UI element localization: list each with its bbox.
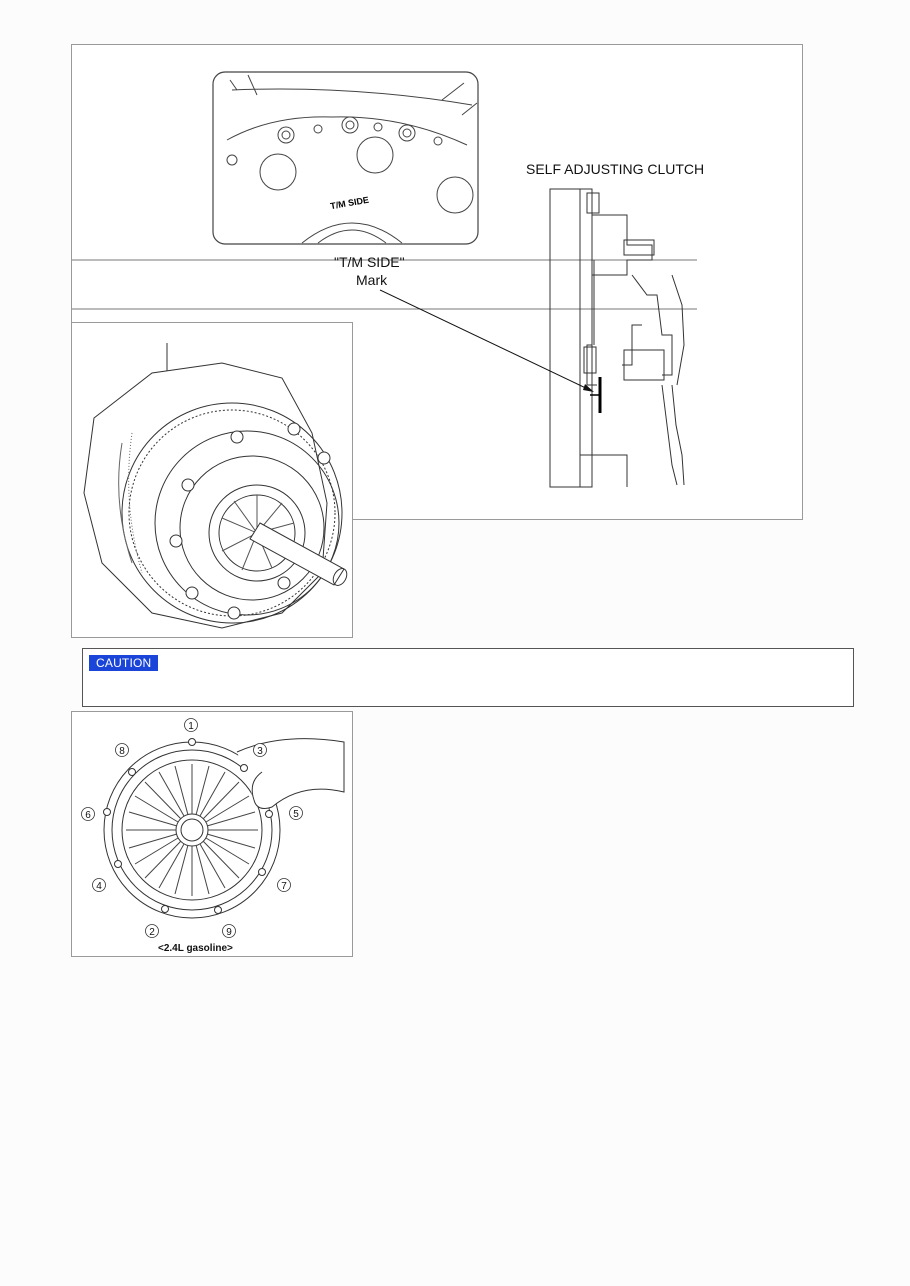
bolt-number-8: 8 bbox=[119, 746, 125, 757]
caution-badge: CAUTION bbox=[89, 655, 158, 671]
bolt-number-4: 4 bbox=[96, 881, 102, 892]
bolt-number-2: 2 bbox=[149, 927, 155, 938]
tm-side-stamp: T/M SIDE bbox=[329, 194, 370, 212]
caution-box bbox=[82, 648, 854, 707]
bolt-number-7: 7 bbox=[281, 881, 287, 892]
bolt-number-5: 5 bbox=[293, 809, 299, 820]
bolt-number-3: 3 bbox=[257, 746, 263, 757]
tm-side-closeup bbox=[213, 72, 478, 244]
clutch-cross-section bbox=[550, 189, 684, 487]
figure-bolt-sequence bbox=[71, 711, 353, 957]
figure-clutch-installation bbox=[71, 322, 353, 638]
bolt-number-1: 1 bbox=[188, 721, 194, 732]
callout-tm-side: "T/M SIDE" bbox=[334, 254, 405, 270]
callout-mark: Mark bbox=[356, 272, 388, 288]
clutch-alignment-drawing bbox=[72, 323, 352, 637]
bolt-number-6: 6 bbox=[85, 810, 91, 821]
figure-title: SELF ADJUSTING CLUTCH bbox=[526, 161, 705, 177]
bolt-number-9: 9 bbox=[226, 927, 232, 938]
bolt-number-markers bbox=[72, 712, 352, 956]
figure-caption: <2.4L gasoline> bbox=[158, 943, 233, 954]
